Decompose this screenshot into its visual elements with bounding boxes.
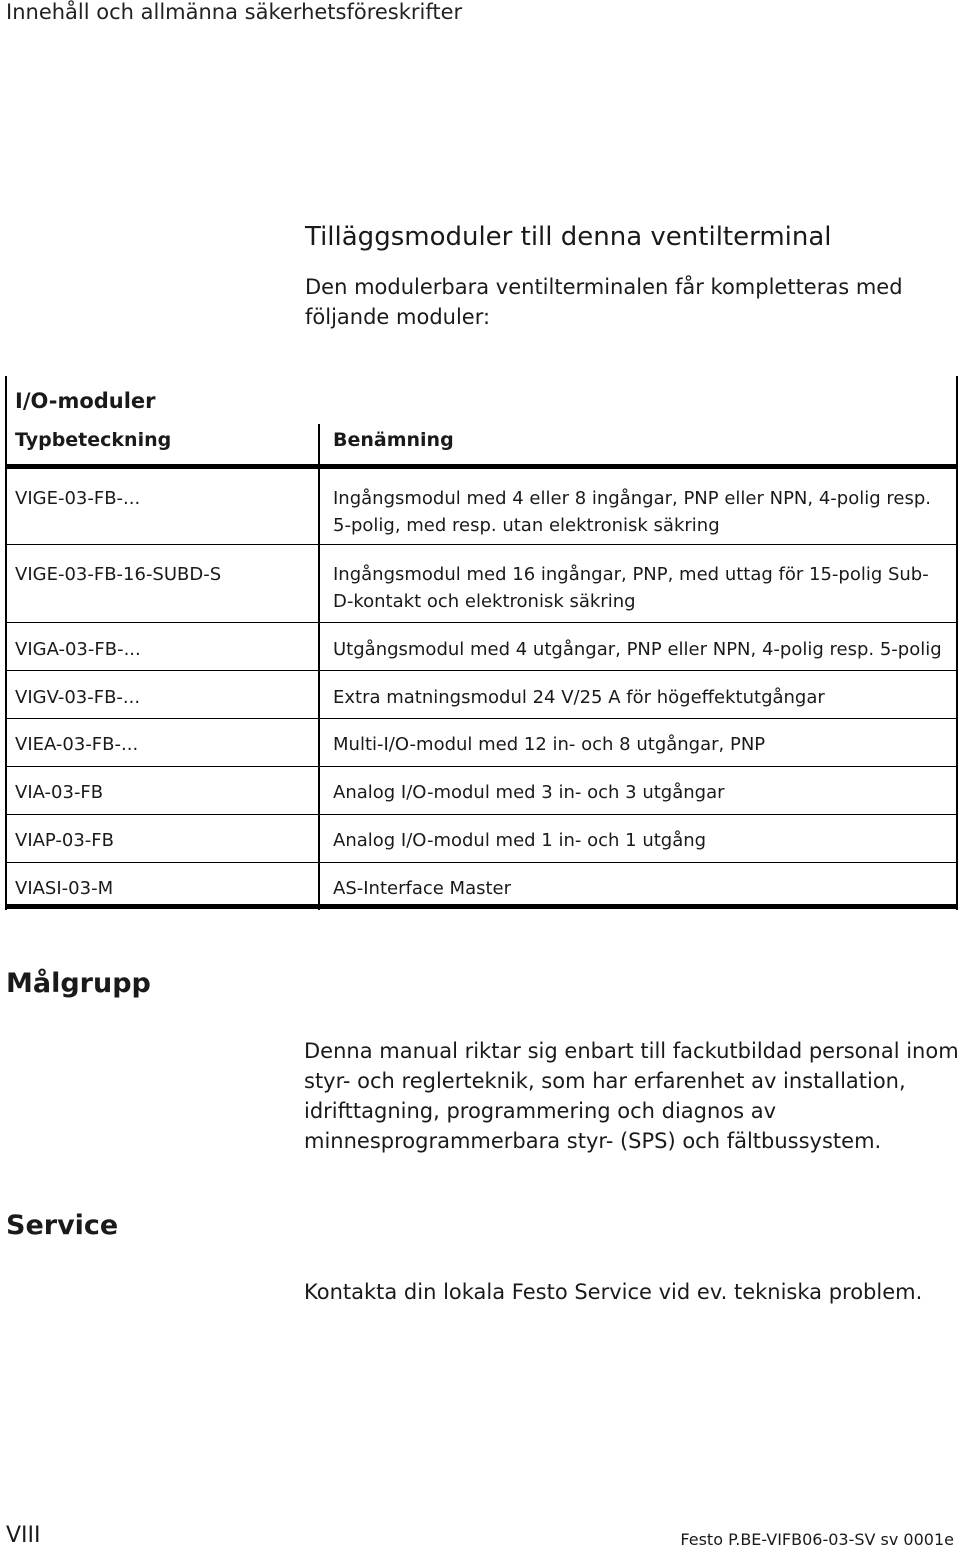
running-header: Innehåll och allmänna säkerhetsföreskrifter [6, 0, 463, 24]
table-column-divider [318, 424, 320, 910]
row-divider [5, 670, 958, 671]
table-cell-type: VIA-03-FB [15, 782, 104, 803]
row-divider [5, 544, 958, 545]
column-header-type: Typbeteckning [15, 429, 172, 451]
table-cell-name: Ingångsmodul med 16 ingångar, PNP, med uttag för 15-polig Sub-D-kontakt och elektronisk säkring [333, 564, 929, 612]
table-cell-name: Extra matningsmodul 24 V/25 A för högeffektutgångar [333, 687, 825, 708]
table-title: I/O-moduler [15, 389, 156, 413]
io-modules-table [5, 376, 958, 910]
row-divider [5, 862, 958, 863]
row-divider [5, 622, 958, 623]
table-bottom-rule [5, 904, 958, 909]
table-cell-name: Analog I/O-modul med 3 in- och 3 utgångar [333, 782, 725, 803]
section-intro: Den modulerbara ventilterminalen får kompletteras med följande moduler: [305, 275, 903, 329]
table-cell-type: VIGE-03-FB-... [15, 488, 141, 509]
table-border-left [5, 376, 7, 910]
table-border-right [956, 376, 958, 910]
row-divider [5, 766, 958, 767]
column-header-name: Benämning [333, 429, 454, 451]
row-divider [5, 814, 958, 815]
table-cell-type: VIGA-03-FB-... [15, 639, 141, 660]
table-cell-type: VIGE-03-FB-16-SUBD-S [15, 564, 222, 585]
table-cell-type: VIASI-03-M [15, 878, 114, 899]
table-cell-type: VIAP-03-FB [15, 830, 114, 851]
table-cell-name: AS-Interface Master [333, 878, 512, 899]
target-group-text: Denna manual riktar sig enbart till fackutbildad personal inom styr- och reglerteknik, som har erfarenhet av installation, idrifttagning, programmering och diagnos av minnesprogrammerbara styr- (SPS) och fältbussystem. [304, 1039, 959, 1153]
table-cell-name: Analog I/O-modul med 1 in- och 1 utgång [333, 830, 707, 851]
service-text: Kontakta din lokala Festo Service vid ev. tekniska problem. [304, 1280, 923, 1304]
row-divider [5, 718, 958, 719]
document-id: Festo P.BE-VIFB06-03-SV sv 0001e [680, 1530, 954, 1549]
section-heading: Tilläggsmoduler till denna ventilterminal [305, 222, 832, 252]
table-cell-name: Multi-I/O-modul med 12 in- och 8 utgångar, PNP [333, 734, 766, 755]
table-cell-type: VIGV-03-FB-... [15, 687, 141, 708]
table-cell-name: Utgångsmodul med 4 utgångar, PNP eller NPN, 4-polig resp. 5-polig [333, 639, 942, 660]
table-cell-name: Ingångsmodul med 4 eller 8 ingångar, PNP eller NPN, 4-polig resp. 5-polig, med resp. utan elektronisk säkring [333, 488, 931, 536]
table-cell-type: VIEA-03-FB-... [15, 734, 139, 755]
service-heading: Service [6, 1210, 119, 1241]
target-group-heading: Målgrupp [6, 968, 151, 999]
page-number: VIII [6, 1523, 41, 1548]
header-rule [5, 464, 958, 469]
